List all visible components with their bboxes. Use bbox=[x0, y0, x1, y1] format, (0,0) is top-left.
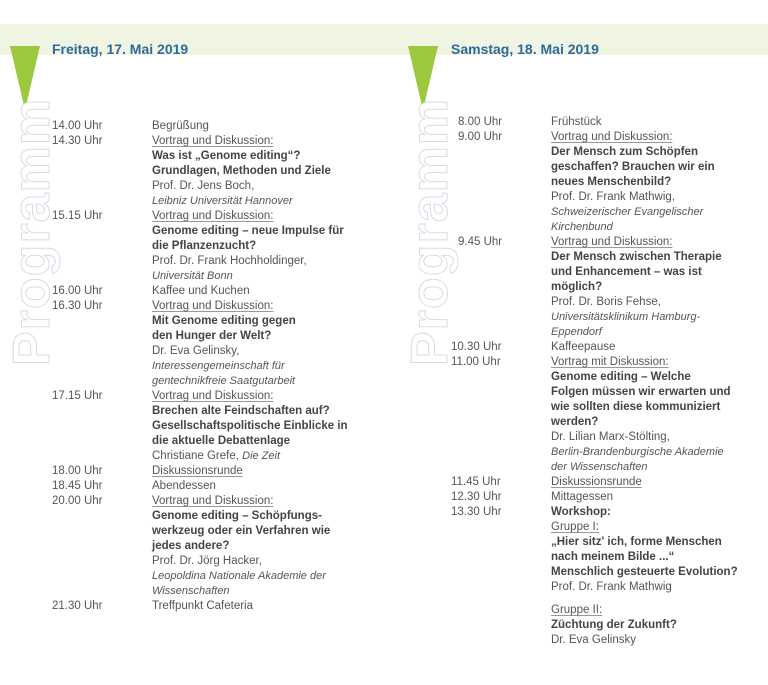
session-title: die Pflanzenzucht? bbox=[152, 240, 257, 252]
speaker-org: Leopoldina Nationale Akademie der bbox=[152, 570, 326, 582]
session-title: den Hunger der Welt? bbox=[152, 330, 272, 342]
session-title: die aktuelle Debattenlage bbox=[152, 435, 291, 447]
schedule-row bbox=[451, 355, 768, 475]
speaker: Prof. Dr. Frank Hochholdinger, bbox=[152, 255, 307, 267]
time: 18.45 Uhr bbox=[52, 480, 103, 492]
time: 15.15 Uhr bbox=[52, 210, 103, 222]
speaker: Prof. Dr. Jörg Hacker, bbox=[152, 555, 262, 567]
schedule-row bbox=[52, 494, 372, 599]
session-type: Vortrag und Diskussion: bbox=[152, 210, 274, 222]
item-label: Abendessen bbox=[152, 480, 216, 492]
speaker-org: Wissenschaften bbox=[152, 585, 230, 597]
time: 16.30 Uhr bbox=[52, 300, 103, 312]
speaker: Prof. Dr. Frank Mathwig, bbox=[551, 191, 675, 203]
schedule-row bbox=[52, 464, 372, 479]
session-title: geschaffen? Brauchen wir ein bbox=[551, 161, 715, 173]
schedule-row bbox=[451, 490, 768, 505]
schedule-row bbox=[52, 479, 372, 494]
session-title: Brechen alte Feindschaften auf? bbox=[152, 405, 330, 417]
speaker-org: Leibniz Universität Hannover bbox=[152, 195, 293, 207]
time: 21.30 Uhr bbox=[52, 600, 103, 612]
session-title: jedes andere? bbox=[152, 540, 230, 552]
time: 14.30 Uhr bbox=[52, 135, 103, 147]
speaker-org: Eppendorf bbox=[551, 326, 602, 338]
time: 14.00 Uhr bbox=[52, 120, 103, 132]
schedule-row bbox=[52, 284, 372, 299]
session-title: Grundlagen, Methoden und Ziele bbox=[152, 165, 331, 177]
schedule-row bbox=[451, 340, 768, 355]
session-title: Züchtung der Zukunft? bbox=[551, 619, 677, 631]
session-title: möglich? bbox=[551, 281, 603, 293]
schedule-row bbox=[451, 130, 768, 235]
schedule-row bbox=[451, 505, 768, 648]
session-type: Vortrag und Diskussion: bbox=[152, 135, 274, 147]
item-label: Kaffee und Kuchen bbox=[152, 285, 250, 297]
speaker: Dr. Eva Gelinsky bbox=[551, 634, 636, 646]
session-title: werden? bbox=[551, 416, 599, 428]
session-title: „Hier sitz' ich, forme Menschen bbox=[551, 536, 722, 548]
time: 16.00 Uhr bbox=[52, 285, 103, 297]
session-type: Vortrag und Diskussion: bbox=[152, 300, 274, 312]
time: 18.00 Uhr bbox=[52, 465, 103, 477]
item-label: Treffpunkt Cafeteria bbox=[152, 600, 253, 612]
speaker-org: Schweizerischer Evangelischer bbox=[551, 206, 704, 218]
session-title: Genome editing – neue Impulse für bbox=[152, 225, 344, 237]
session-title: Folgen müssen wir erwarten und bbox=[551, 386, 731, 398]
time: 12.30 Uhr bbox=[451, 491, 502, 503]
schedule-saturday bbox=[451, 115, 768, 648]
session-title: Gesellschaftspolitische Einblicke in bbox=[152, 420, 348, 432]
speaker-org: Kirchenbund bbox=[551, 221, 613, 233]
item-label: Kaffeepause bbox=[551, 341, 616, 353]
speaker: Dr. Eva Gelinsky, bbox=[152, 345, 240, 357]
session-title: Der Mensch zum Schöpfen bbox=[551, 146, 698, 158]
spacer bbox=[551, 595, 768, 603]
session-type: Vortrag und Diskussion: bbox=[152, 495, 274, 507]
schedule-row bbox=[451, 115, 768, 130]
program-side-label: Programm bbox=[3, 97, 61, 366]
time: 13.30 Uhr bbox=[451, 506, 502, 518]
session-title: wie sollten diese kommuniziert bbox=[551, 401, 721, 413]
time: 20.00 Uhr bbox=[52, 495, 103, 507]
day-title-friday: Freitag, 17. Mai 2019 bbox=[52, 41, 189, 57]
speaker-org: gentechnikfreie Saatgutarbeit bbox=[152, 375, 296, 387]
session-title: Mit Genome editing gegen bbox=[152, 315, 296, 327]
session-title: Der Mensch zwischen Therapie bbox=[551, 251, 722, 263]
speaker: Dr. Lilian Marx-Stölting, bbox=[551, 431, 670, 443]
group-label: Gruppe I: bbox=[551, 521, 599, 533]
speaker-org: Universitätsklinikum Hamburg- bbox=[551, 311, 701, 323]
time: 9.00 Uhr bbox=[458, 131, 503, 143]
schedule-row bbox=[451, 475, 768, 490]
speaker: Prof. Dr. Frank Mathwig bbox=[551, 581, 672, 593]
session-title: neues Menschenbild? bbox=[551, 176, 672, 188]
time: 17.15 Uhr bbox=[52, 390, 103, 402]
item-label: Begrüßung bbox=[152, 120, 209, 132]
session-title: Was ist „Genome editing“? bbox=[152, 150, 301, 162]
speaker-org: Die Zeit bbox=[242, 450, 281, 462]
time: 8.00 Uhr bbox=[458, 116, 503, 128]
schedule-row bbox=[52, 134, 372, 209]
day-title-saturday: Samstag, 18. Mai 2019 bbox=[451, 41, 599, 57]
speaker-org: Universität Bonn bbox=[152, 270, 233, 282]
session-type: Vortrag mit Diskussion: bbox=[551, 356, 669, 368]
time: 9.45 Uhr bbox=[458, 236, 503, 248]
session-type: Diskussionsrunde bbox=[551, 476, 642, 488]
group-label: Gruppe II: bbox=[551, 604, 603, 616]
session-title: werkzeug oder ein Verfahren wie bbox=[152, 525, 331, 537]
schedule-row bbox=[52, 119, 372, 134]
schedule-row bbox=[52, 599, 372, 614]
time: 11.45 Uhr bbox=[451, 476, 501, 488]
session-type: Vortrag und Diskussion: bbox=[551, 236, 673, 248]
speaker: Christiane Grefe, bbox=[152, 450, 243, 462]
program-side-label: Programm bbox=[401, 97, 459, 366]
session-title: nach meinem Bilde ...“ bbox=[551, 551, 675, 563]
item-label: Mittagessen bbox=[551, 491, 614, 503]
speaker: Prof. Dr. Jens Boch, bbox=[152, 180, 255, 192]
schedule-row bbox=[451, 235, 768, 340]
speaker-org: Interessengemeinschaft für bbox=[152, 360, 285, 372]
time: 10.30 Uhr bbox=[451, 341, 502, 353]
speaker-org: Berlin-Brandenburgische Akademie bbox=[551, 446, 724, 458]
session-title: Genome editing – Schöpfungs- bbox=[152, 510, 322, 522]
session-type: Diskussionsrunde bbox=[152, 465, 243, 477]
session-title: Menschlich gesteuerte Evolution? bbox=[551, 566, 738, 578]
schedule-row bbox=[52, 389, 372, 464]
speaker-org: der Wissenschaften bbox=[551, 461, 648, 473]
workshop-heading: Workshop: bbox=[551, 506, 611, 518]
session-title: Genome editing – Welche bbox=[551, 371, 691, 383]
schedule-row bbox=[52, 299, 372, 389]
schedule-friday bbox=[52, 119, 372, 614]
session-type: Vortrag und Diskussion: bbox=[152, 390, 274, 402]
speaker: Prof. Dr. Boris Fehse, bbox=[551, 296, 661, 308]
time: 11.00 Uhr bbox=[451, 356, 501, 368]
session-type: Vortrag und Diskussion: bbox=[551, 131, 673, 143]
item-label: Frühstück bbox=[551, 116, 602, 128]
session-title: und Enhancement – was ist bbox=[551, 266, 702, 278]
schedule-row bbox=[52, 209, 372, 284]
